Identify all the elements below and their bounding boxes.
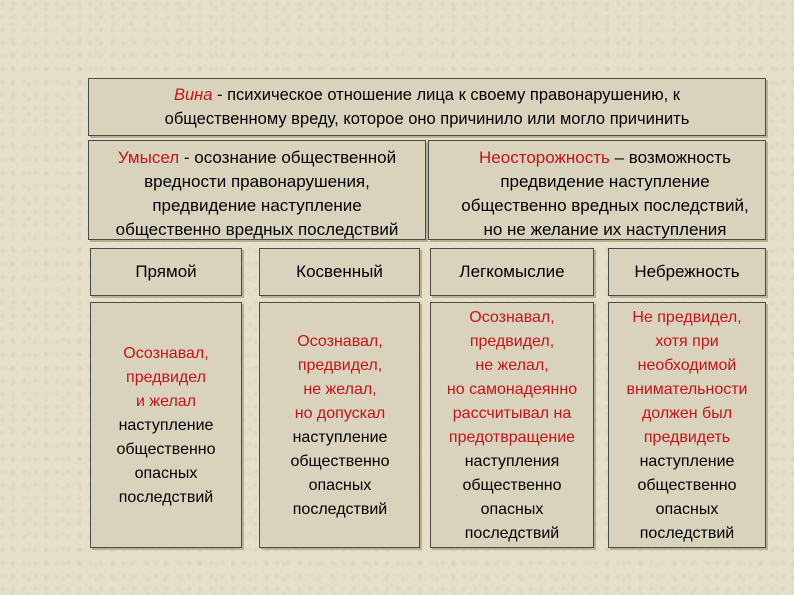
desc-line-frivolity: Осознавал, [469,309,555,326]
desc-line-carelessness: необходимой [637,357,737,374]
desc-line-direct: опасных [134,465,198,482]
definition-term: Вина [174,86,213,104]
negligence-def-text: – возможность [609,148,731,167]
definition-text: - психическое отношение лица к своему правонарушению, к [212,86,680,104]
intent-line-4: общественно вредных последствий [115,220,399,239]
type-label-frivolity: Легкомыслие [459,262,565,281]
desc-line-direct: общественно [116,441,216,458]
intent-line-1 [60,146,454,170]
desc-line-indirect: последствий [292,501,388,518]
intent-line-2: вредности правонарушения, [144,172,370,191]
desc-line-carelessness: общественно [637,477,737,494]
desc-line-frivolity: рассчитывал на [452,405,572,422]
negligence-def-line-1 [410,146,794,170]
desc-line-indirect: предвидел, [297,357,383,374]
desc-line-carelessness: предвидеть [643,429,731,446]
desc-line-indirect: наступление [292,429,388,446]
desc-line-carelessness: хотя при [655,333,719,350]
desc-line-frivolity: предотвращение [448,429,576,446]
desc-line-direct: и желал [135,393,197,410]
desc-line-direct: последствий [118,489,214,506]
desc-line-frivolity: последствий [464,525,560,542]
desc-line-carelessness: последствий [639,525,735,542]
type-label-indirect: Косвенный [296,262,383,281]
desc-line-frivolity: опасных [480,501,544,518]
desc-line-indirect: Осознавал, [297,333,383,350]
negligence-def-term: Неосторожность [479,148,610,167]
desc-line-frivolity: общественно [462,477,562,494]
desc-line-carelessness: Не предвидел, [632,309,742,326]
desc-line-indirect: но допускал [294,405,386,422]
intent-text: - осознание общественной [179,148,397,167]
intent-line-3: предвидение наступление [152,196,362,215]
desc-line-carelessness: опасных [655,501,719,518]
desc-line-frivolity: не желал, [475,357,549,374]
desc-line-frivolity: но самонадеянно [446,381,578,398]
desc-line-direct: наступление [118,417,214,434]
negligence-def-line-4: но не желание их наступления [483,220,727,239]
desc-line-carelessness: внимательности [626,381,748,398]
negligence-def-line-3: общественно вредных последствий, [461,196,749,215]
desc-line-frivolity: наступления [464,453,560,470]
desc-line-direct: предвидел [126,369,206,386]
desc-line-carelessness: должен был [641,405,733,422]
desc-line-frivolity: предвидел, [469,333,555,350]
type-label-direct: Прямой [135,262,197,281]
type-label-carelessness: Небрежность [634,262,740,281]
desc-line-carelessness: наступление [639,453,735,470]
intent-term: Умысел [117,148,180,167]
desc-line-indirect: опасных [308,477,372,494]
negligence-def-line-2: предвидение наступление [500,172,710,191]
definition-line-1 [88,83,766,107]
desc-line-indirect: общественно [290,453,390,470]
desc-line-indirect: не желал, [303,381,377,398]
definition-line-2: общественному вреду, которое оно причинило или могло причинить [164,110,690,128]
desc-line-direct: Осознавал, [123,345,209,362]
